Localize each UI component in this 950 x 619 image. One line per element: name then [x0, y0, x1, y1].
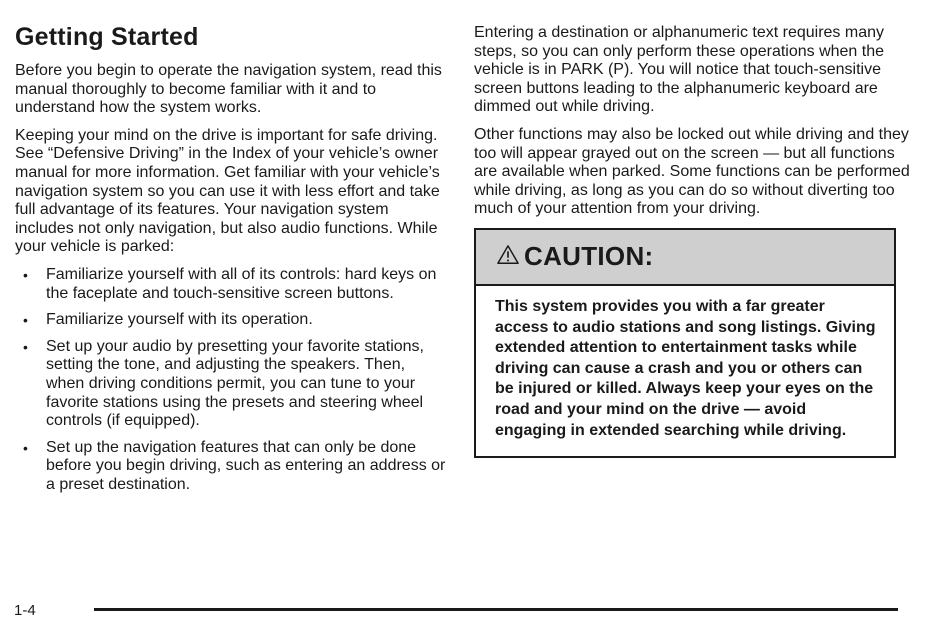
caution-title: CAUTION: [524, 241, 654, 272]
list-item-text: Familiarize yourself with all of its controls: hard keys on the faceplate and touch-sensitive screen buttons. [46, 265, 437, 302]
park-requirement-paragraph: Entering a destination or alphanumeric text requires many steps, so you can only perform these operations when the vehicle is in PARK (P). You will notice that touch-sensitive screen buttons leading to the alphanumeric keyboard are dimmed out while driving. [474, 24, 885, 116]
list-item-text: Familiarize yourself with its operation. [46, 311, 313, 329]
list-item [15, 338, 447, 431]
safety-paragraph: Keeping your mind on the drive is important for safe driving. See “Defensive Driving” in the Index of your vehicle’s owner manual for more information. Get familiar with your vehicle’s navigation system so you can use it with less effort and take full advantage of its features. Your navigation system includes not only navigation, but also audio functions. While your vehicle is parked: [15, 126, 440, 256]
intro-paragraph: Before you begin to operate the navigation system, read this manual thoroughly to become familiar with it and to understand how the system works. [15, 62, 442, 117]
page-title: Getting Started [15, 23, 199, 51]
warning-triangle-icon [497, 244, 519, 266]
bullet-icon: • [23, 312, 28, 329]
right-column [474, 24, 914, 458]
bullet-icon: • [23, 266, 28, 283]
footer-divider [94, 608, 898, 611]
list-item-text: Set up the navigation features that can only be done before you begin driving, such as entering an address or a preset destination. [46, 438, 446, 493]
left-column [15, 22, 447, 502]
list-item [15, 311, 447, 330]
list-item-text: Set up your audio by presetting your favorite stations, setting the tone, and adjusting the speakers. Then, when driving conditions permit, you can tune to your favorite stations using the presets and steering wheel controls (if equipped). [46, 337, 424, 430]
locked-functions-paragraph: Other functions may also be locked out while driving and they too will appear grayed out on the screen — but all functions are available when parked. Some functions can be performed while driving, as long as you can do so without diverting too much of your attention from your driving. [474, 125, 910, 218]
caution-text: This system provides you with a far greater access to audio stations and song listings. Giving extended attention to entertainment tasks while driving can cause a crash and you or others can be injured or killed. Always keep your eyes on the road and your mind on the drive — avoid engaging in extended searching while driving. [495, 297, 876, 439]
bullet-icon: • [23, 439, 28, 456]
caution-box [474, 228, 896, 458]
parked-tasks-list [15, 266, 447, 495]
list-item [15, 439, 447, 495]
page-number: 1-4 [14, 602, 36, 619]
caution-header [476, 230, 894, 286]
list-item [15, 266, 447, 303]
bullet-icon: • [23, 338, 28, 355]
